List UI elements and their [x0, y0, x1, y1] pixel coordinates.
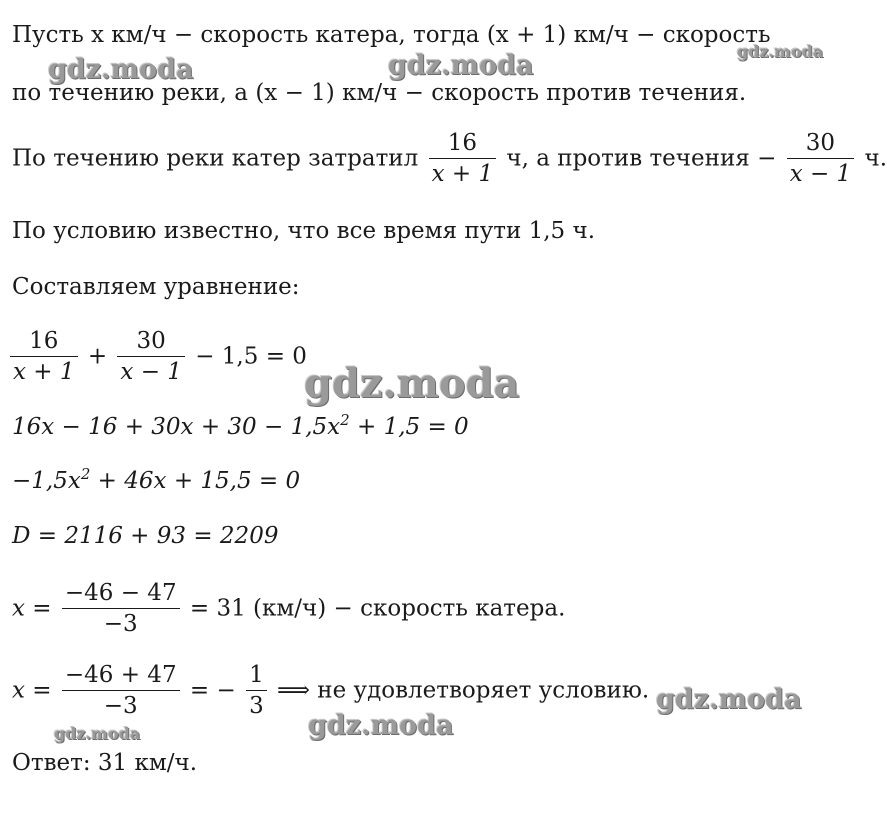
denominator: −3	[103, 611, 138, 637]
numerator: 1	[246, 660, 267, 691]
numerator: −46 + 47	[62, 660, 180, 691]
equation-part: + 1,5 = 0	[349, 414, 469, 440]
equation-2	[12, 412, 469, 442]
equation-discriminant: D = 2116 + 93 = 2209	[12, 523, 279, 549]
numerator: 30	[787, 128, 855, 159]
denominator: x + 1	[431, 161, 494, 187]
text-line-1: Пусть x км/ч − скорость катера, тогда (x + 1) км/ч − скорость	[12, 22, 771, 48]
exponent: 2	[340, 411, 350, 429]
numerator: −46 − 47	[62, 578, 180, 609]
denominator: 3	[249, 693, 264, 719]
equation-root-1	[12, 578, 565, 639]
equation-1	[10, 326, 307, 387]
text-line-2: по течению реки, а (x − 1) км/ч − скорость против течения.	[12, 80, 747, 106]
equation-lhs: x =	[12, 595, 52, 622]
numerator: 16	[10, 326, 78, 357]
watermark: gdz.moda	[737, 42, 824, 61]
denominator: −3	[103, 693, 138, 719]
watermark: gdz.moda	[54, 724, 141, 743]
numerator: 16	[429, 128, 497, 159]
equation-3	[12, 466, 300, 496]
text-line-4: По условию известно, что все время пути 1,5 ч.	[12, 218, 596, 244]
denominator: x − 1	[789, 161, 852, 187]
fraction-one-third	[246, 660, 267, 721]
plus-sign: +	[87, 343, 108, 370]
equation-part: 16x − 16 + 30x + 30 − 1,5x	[12, 414, 341, 440]
watermark: gdz.moda	[388, 50, 534, 81]
fraction-root-2	[62, 660, 180, 721]
text-line-3	[12, 128, 887, 189]
equation-rhs: ⟹ не удовлетворяет условию.	[277, 677, 650, 704]
fraction-root-1	[62, 578, 180, 639]
fraction-30-over-x-minus-1	[787, 128, 855, 189]
equation-lhs: x =	[12, 677, 52, 704]
exponent: 2	[80, 465, 91, 483]
watermark: gdz.moda	[308, 710, 454, 741]
fraction-16-over-x-plus-1	[429, 128, 497, 189]
equation-rest: − 1,5 = 0	[195, 343, 307, 370]
watermark: gdz.moda	[48, 54, 194, 85]
watermark: gdz.moda	[656, 684, 802, 715]
text-line-5: Составляем уравнение:	[12, 274, 300, 300]
watermark: gdz.moda	[304, 360, 520, 407]
fraction-16-over-x-plus-1	[10, 326, 78, 387]
equation-part: −1,5x	[12, 468, 81, 494]
fraction-30-over-x-minus-1	[117, 326, 185, 387]
denominator: x + 1	[13, 359, 75, 385]
answer-line: Ответ: 31 км/ч.	[12, 750, 198, 776]
numerator: 30	[117, 326, 185, 357]
text-fragment: ч.	[864, 145, 887, 172]
text-fragment: ч, а против течения −	[506, 145, 777, 172]
equation-rhs: = 31 (км/ч) − скорость катера.	[189, 595, 566, 622]
equation-part: + 46x + 15,5 = 0	[90, 468, 301, 494]
equation-mid: = −	[189, 677, 236, 704]
text-fragment: По течению реки катер затратил	[12, 145, 419, 172]
denominator: x − 1	[120, 359, 182, 385]
